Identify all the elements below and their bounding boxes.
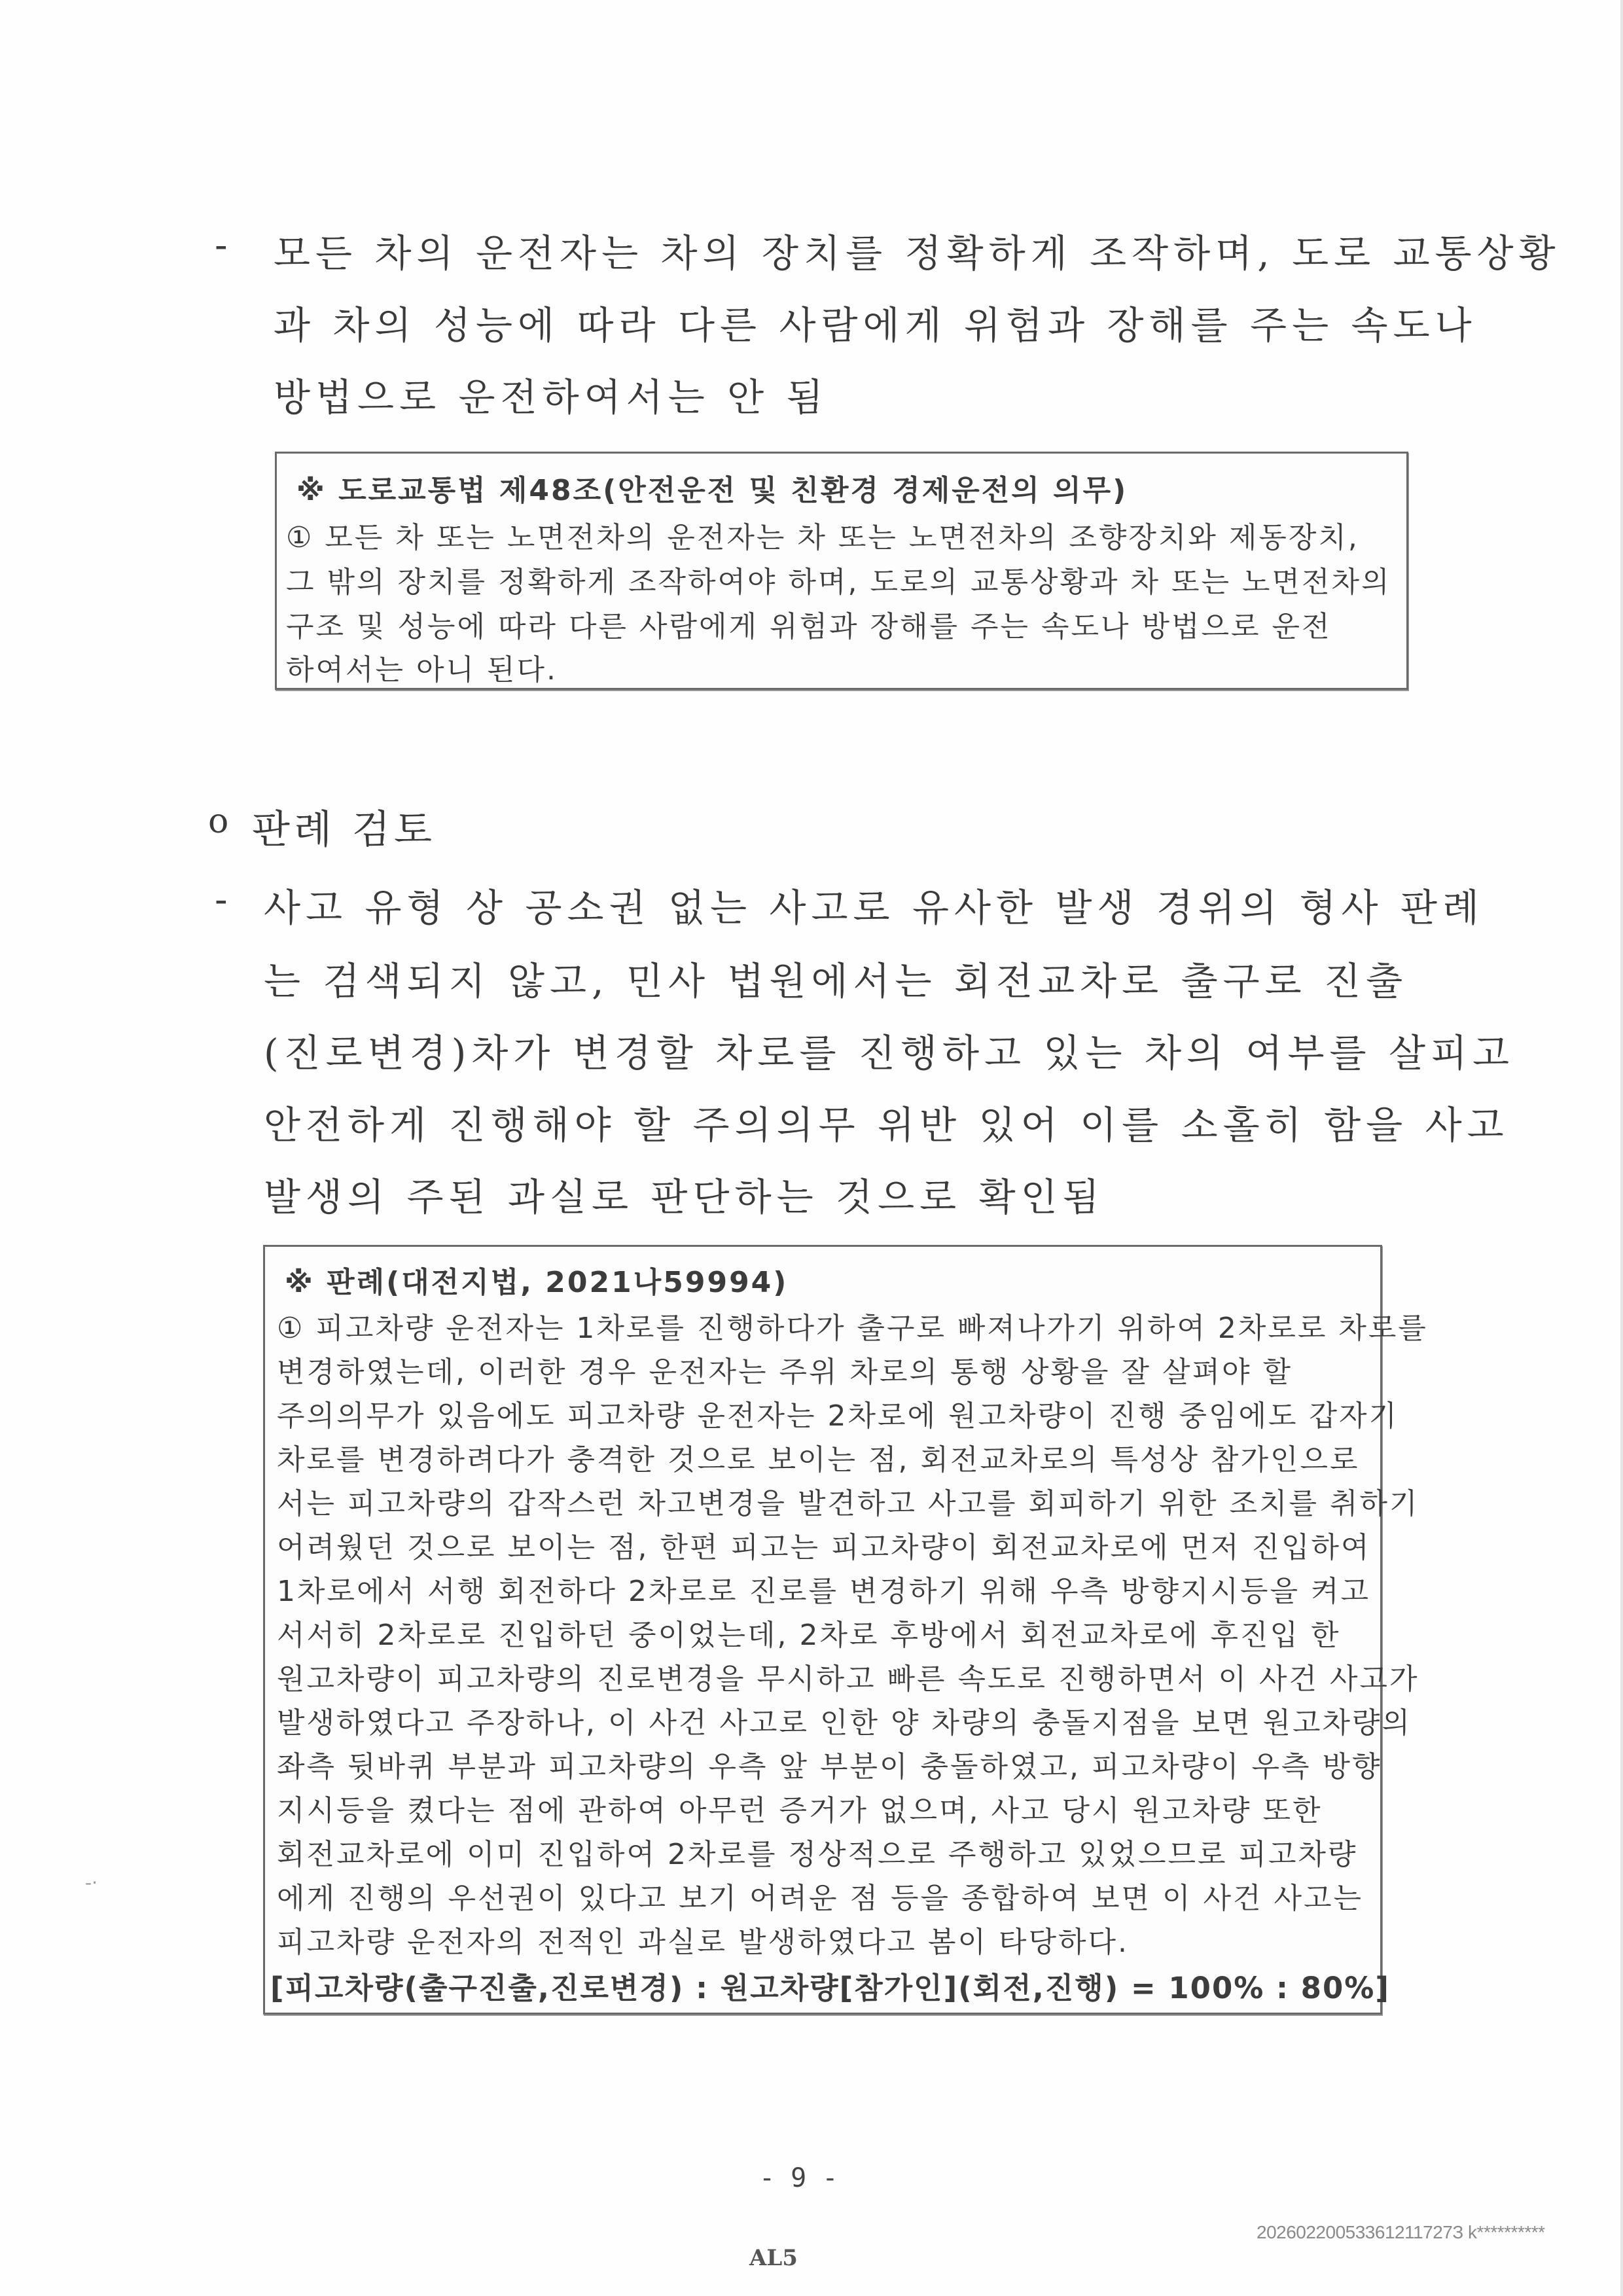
case-box-line: 주의의무가 있음에도 피고차량 운전자는 2차로에 원고차량이 진행 중임에도 갑자기 [277,1399,1399,1433]
law-box-line: ① 모든 차 또는 노면전차의 운전자는 차 또는 노면전차의 조향장치와 제동장치, [286,521,1359,554]
case-box-line: 피고차량 운전자의 전적인 과실로 발생하였다고 봄이 타당하다. [277,1926,1130,1959]
paragraph-line: (진로변경)차가 변경할 차로를 진행하고 있는 차의 여부를 살피고 [264,1031,1515,1075]
paragraph-line: 방법으로 운전하여서는 안 됨 [274,375,829,420]
case-box-title: ※ 판례(대전지법, 2021나59994) [285,1266,789,1299]
paragraph-line: 과 차의 성능에 따라 다른 사람에게 위험과 장해를 주는 속도나 [274,303,1477,348]
case-box-line: 지시등을 켰다는 점에 관하여 아무런 증거가 없으며, 사고 당시 원고차량 또한 [277,1794,1323,1827]
case-reference-box [263,1245,1428,2015]
section-heading: 판례 검토 [252,807,436,853]
law-box-line: 그 밖의 장치를 정확하게 조작하여야 하며, 도로의 교통상황과 차 또는 노면전차의 [286,565,1391,599]
case-box-line: 어려웠던 것으로 보이는 점, 한편 피고는 피고차량이 회전교차로에 먼저 진입하여 [277,1531,1371,1564]
case-box-line: 1차로에서 서행 회전하다 2차로로 진로를 변경하기 위해 우측 방향지시등을 켜고 [277,1575,1370,1608]
scan-artifact: -· [85,1872,98,1893]
case-box-line: 변경하였는데, 이러한 경우 운전자는 주위 차로의 통행 상황을 잘 살펴야 할 [277,1355,1293,1389]
law-box-line: 구조 및 성능에 따라 다른 사람에게 위험과 장해를 주는 속도나 방법으로 운전 [286,610,1332,643]
law-box-title: ※ 도로교통법 제48조(안전운전 및 친환경 경제운전의 의무) [296,474,1128,507]
paragraph-line: 발생의 주된 과실로 판단하는 것으로 확인됨 [264,1175,1105,1219]
paragraph-line: 는 검색되지 않고, 민사 법원에서는 회전교차로 출구로 진출 [264,959,1408,1003]
paragraph-line: 사고 유형 상 공소권 없는 사고로 유사한 발생 경위의 형사 판례 [264,886,1485,930]
case-box-line: 서서히 2차로로 진입하던 중이었는데, 2차로 후방에서 회전교차로에 후진입 한 [277,1619,1341,1652]
scan-edge [1620,0,1623,2296]
case-box-line: 서는 피고차량의 갑작스런 차고변경을 발견하고 사고를 회피하기 위한 조치를 취하기 [277,1487,1419,1520]
page-number: - 9 - [759,2163,838,2193]
case-box-line: 발생하였다고 주장하나, 이 사건 사고로 인한 양 차량의 충돌지점을 보면 원고차량의 [277,1706,1412,1740]
document-id: 20260220053361211727З k********** [1257,2222,1545,2242]
case-box-line: 에게 진행의 우선권이 있다고 보기 어려운 점 등을 종합하여 보면 이 사건 사고는 [277,1882,1363,1915]
circle-bullet: o [208,802,229,841]
paragraph-line: 안전하게 진행해야 할 주의의무 위반 있어 이를 소홀히 함을 사고 [264,1103,1509,1147]
stamp-mark: AL5 [749,2245,798,2271]
case-box-line: 차로를 변경하려다가 충격한 것으로 보이는 점, 회전교차로의 특성상 참가인으로 [277,1443,1360,1477]
fault-ratio: [피고차량(출구진출,진로변경) : 원고차량[참가인](회전,진행) = 100% : 80%] [270,1971,1390,2005]
case-box-line: 좌측 뒷바퀴 부분과 피고차량의 우측 앞 부분이 충돌하였고, 피고차량이 우측 방향 [277,1750,1382,1784]
case-box-line: ① 피고차량 운전자는 1차로를 진행하다가 출구로 빠져나가기 위하여 2차로로 차로를 [277,1312,1428,1345]
case-box-line: 회전교차로에 이미 진입하여 2차로를 정상적으로 주행하고 있었으므로 피고차량 [277,1838,1358,1871]
paragraph-line: 모든 차의 운전자는 차의 장치를 정확하게 조작하며, 도로 교통상황 [274,231,1561,276]
dash-bullet: - [215,223,228,267]
law-reference-box [275,452,1408,690]
dash-bullet: - [215,877,228,922]
case-box-line: 원고차량이 피고차량의 진로변경을 무시하고 빠른 속도로 진행하면서 이 사건 사고가 [277,1662,1419,1696]
law-box-line: 하여서는 아니 된다. [286,653,558,687]
